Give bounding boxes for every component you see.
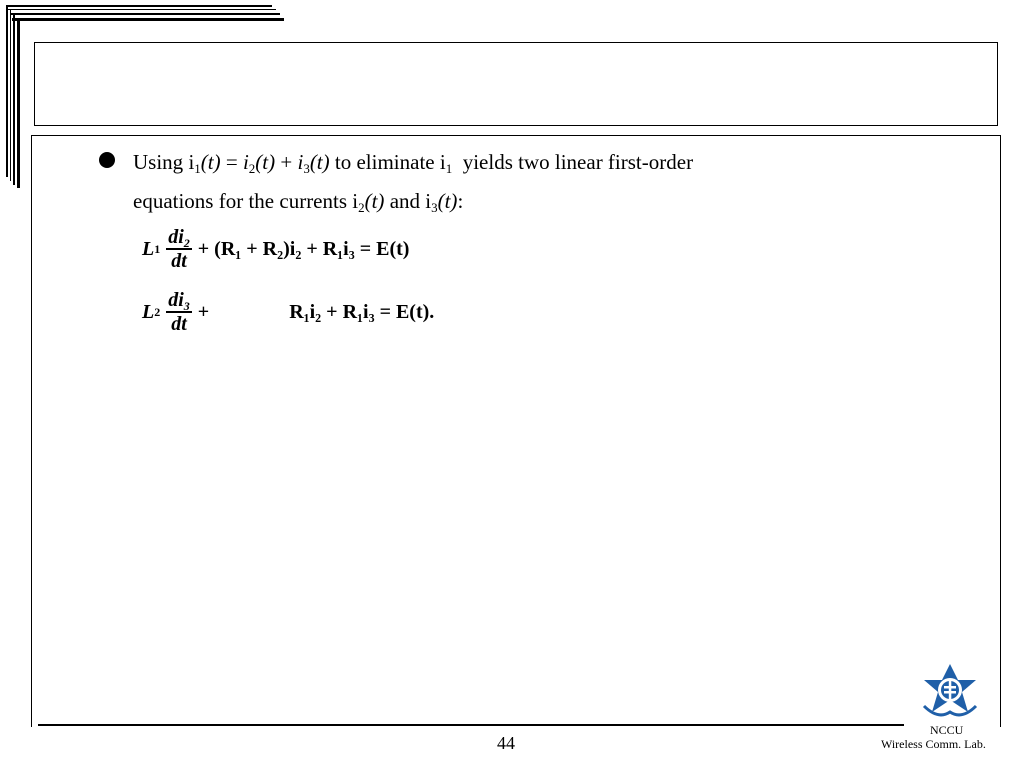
bullet-line-1: Using $i_1(t) = i_2(t) + i_3(t)$ to eliminate $i_1$ yields two linear first-order (133, 150, 694, 176)
frame-line-top-1 (8, 5, 272, 7)
fraction-di2-dt: $\frac{di_2}{dt}$ (168, 226, 190, 272)
content-box (31, 135, 1001, 727)
nccu-logo-icon (918, 662, 982, 722)
bullet-line-2: equations for the currents $i_2(t)$ and $i_3(t)$: (133, 189, 464, 215)
frame-line-top-4 (12, 18, 284, 21)
frame-line-top-3 (10, 13, 280, 15)
frame-line-left-1 (6, 5, 8, 177)
bullet-icon (99, 152, 115, 168)
page-number: 44 (497, 733, 515, 753)
title-placeholder-box (34, 42, 998, 126)
frame-line-left-4 (17, 18, 20, 188)
footer-org: NCCU (930, 723, 964, 737)
footer-lab: Wireless Comm. Lab. (881, 737, 986, 751)
frame-line-top-2 (8, 9, 276, 10)
frame-line-left-3 (13, 13, 15, 185)
fraction-di3-dt: $\frac{di_3}{dt}$ (168, 289, 190, 335)
equation-2: L 2 $\frac{di_3}{dt}$ + R₁i₂ + R₁i₃ = E(t). (142, 289, 435, 335)
footer-divider (38, 724, 904, 726)
equation-1: L 1 $\frac{di_2}{dt}$ + (R₁ + R₂)i₂ + R₁i₃ = E(t) (142, 226, 410, 272)
frame-line-left-2 (10, 9, 11, 181)
